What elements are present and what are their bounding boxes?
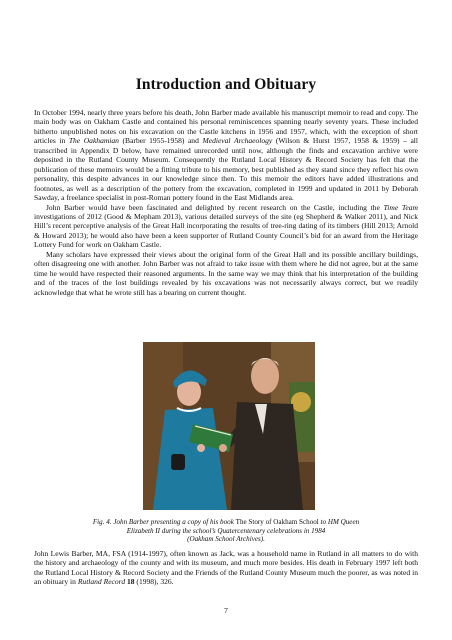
- paragraph-2: [34, 203, 418, 250]
- caption-source: (Oakham School Archives).: [187, 535, 265, 544]
- caption-part-a: Fig. 4. John Barber presenting a copy of his book: [92, 518, 236, 526]
- paragraph-4-italic-rutland-record: Rutland Record: [77, 577, 126, 587]
- photo-figure: [143, 342, 315, 510]
- caption-book-title: The Story of Oakham School: [235, 518, 319, 526]
- caption-part-b: to HM Queen Elizabeth II during the school’s Quatercentenary celebrations in 1984: [126, 518, 360, 535]
- presentation-photo: [143, 342, 315, 510]
- paragraph-1-italic-oakhamian: The Oakhamian: [68, 136, 119, 146]
- paragraph-4: [34, 549, 418, 587]
- page-title: Introduction and Obituary: [135, 76, 317, 93]
- paragraph-4-part-a: John Lewis Barber, MA, FSA (1914-1997), often known as Jack, was a household name in Rutland in all matters to do with the history and archaeology of the county and with its museum, and much more besides. His death in February 1997 left both the Rutland Local History & Record Society and the Friends of the Rutland County Museum much the poorer, as was noted in an obituary in: [34, 549, 418, 587]
- paragraph-2-part-c: investigations of 2012 (Good & Mepham 2013), various detailed surveys of the site (eg Shepherd & Walker 2011), and Nick Hill’s recent perceptive analysis of the Great Hall incorporating the results of tree-ring dating of its timbers (Hill 2013; Arnold & Howard 2013); he would also have been a keen supporter of Rutland County Council’s bid for an award from the Heritage Lottery Fund for work on Oakham Castle.: [34, 211, 418, 250]
- paragraph-2-italic-time-team: Time Team: [383, 202, 418, 212]
- main-body-text: [34, 108, 418, 297]
- paragraph-1-part-e: (Wilson & Hurst 1957, 1958 & 1959) – all transcribed in Appendix D below, have remained unrecorded until now, although the finds and excavation archive were deposited in the Rutland County Museum. Consequently the Rutland Local History & Record Society has felt that the publication of these memoirs would be a fitting tribute to his memory, best published as they stand since they reflect his own personality, this despite advances in our knowledge since then. To this memoir the editors have added illustrations and footnotes, as well as a description of the pottery from the excavation, completed in 1999 and updated in 2011 by Deborah Sawday, a freelance specialist in post-Roman pottery found in the East Midlands area.: [34, 136, 418, 203]
- paragraph-1-part-c: (Barber 1955-1958) and: [118, 136, 203, 146]
- paragraph-1-italic-medieval-archaeology: Medieval Archaeology: [202, 136, 273, 146]
- photo-queen-hand: [197, 444, 205, 452]
- photo-man-hand: [219, 444, 227, 452]
- photo-man-head: [251, 358, 279, 394]
- photo-queen-handbag: [171, 454, 185, 470]
- figure-caption: [80, 518, 372, 544]
- paragraph-4-volume-number: 18: [127, 577, 135, 587]
- paragraph-2-part-a: John Barber would have been fascinated and delighted by recent research on the Castle, including the: [46, 202, 384, 212]
- photo-flowers: [291, 392, 311, 412]
- paragraph-1: [34, 108, 418, 203]
- paragraph-1-part-a: In October 1994, nearly three years before his death, John Barber made available his manuscript memoir to read and copy. The main body was on Oakham Castle and contained his personal reminiscences spanning nearly seventy years. These included hitherto unpublished notes on his excavation on the Castle kitchens in 1956 and 1957, which, with the exception of short articles in: [34, 108, 418, 146]
- paragraph-4-part-e: (1998), 326.: [134, 577, 174, 587]
- obituary-text: [34, 549, 418, 587]
- paragraph-3: Many scholars have expressed their views about the original form of the Great Hall and its possible ancillary buildings, often disagreeing one with another. John Barber was not afraid to take issue with them where he did not agree, but at the same time he would have respected their reasoned arguments. In the same way we may think that his interpretation of the building and of the traces of the lost buildings revealed by his excavations was not necessarily always correct, but we readily acknowledge that what he wrote still has a bearing on current thought.: [34, 249, 418, 297]
- page-number: 7: [224, 606, 228, 615]
- photo-man-suit: [231, 402, 303, 510]
